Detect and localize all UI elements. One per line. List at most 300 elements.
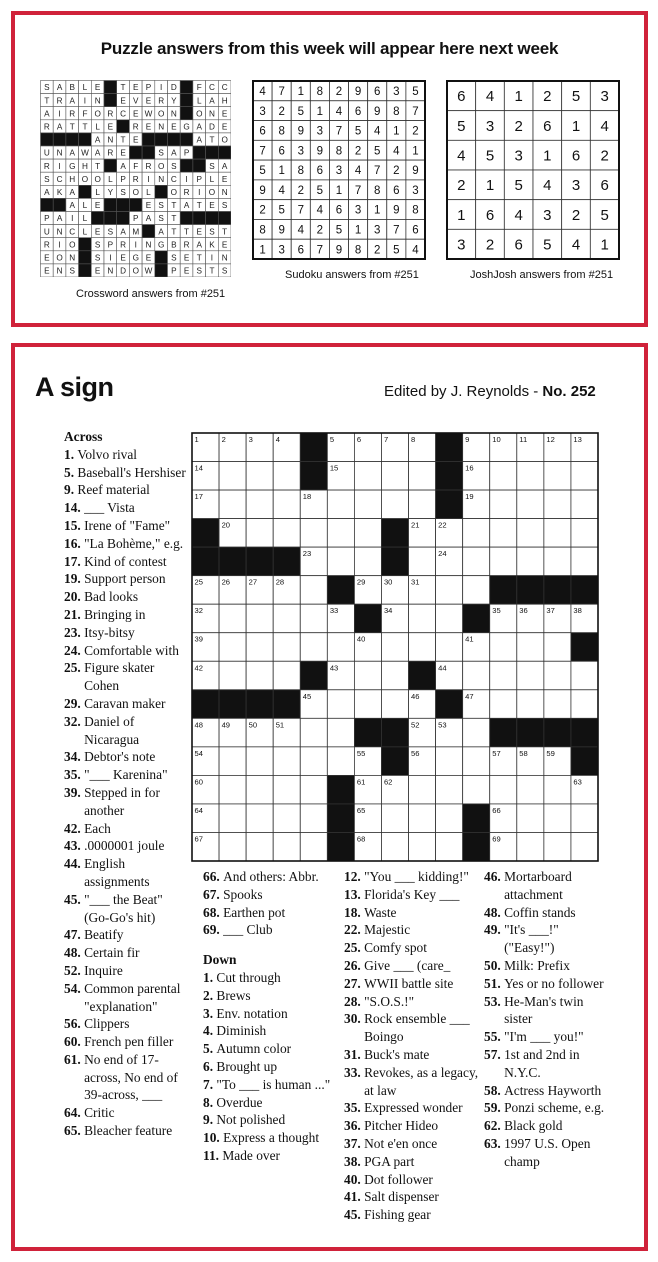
- crossword-cell[interactable]: [544, 490, 571, 519]
- clue-text: Each: [84, 820, 111, 836]
- clue-number: 32.: [64, 713, 85, 729]
- crossword-cell[interactable]: [327, 633, 354, 662]
- crossword-cell[interactable]: [246, 604, 273, 633]
- sudoku-answer-digit: 8: [297, 165, 304, 178]
- crossword-cell[interactable]: [544, 804, 571, 833]
- sudoku-answer-digit: 8: [412, 204, 419, 217]
- crossword-cell[interactable]: [517, 775, 544, 804]
- crossword-cell[interactable]: [273, 747, 300, 776]
- crossword-cell[interactable]: [463, 747, 490, 776]
- joshjosh-answer-digit: 5: [571, 88, 581, 106]
- clue-text: Critic: [84, 1105, 115, 1121]
- crossword-clue-number: 44: [438, 663, 447, 673]
- crossword-cell[interactable]: [409, 804, 436, 833]
- crossword-answer-letter: A: [120, 227, 126, 237]
- clue-text: ___ Club: [223, 922, 273, 938]
- crossword-cell[interactable]: [300, 718, 327, 747]
- crossword-cell[interactable]: [517, 462, 544, 491]
- clue-text: Made over: [222, 1147, 280, 1163]
- crossword-cell[interactable]: [409, 490, 436, 519]
- crossword-cell[interactable]: [490, 547, 517, 576]
- clue: [64, 926, 188, 944]
- crossword-cell[interactable]: [327, 519, 354, 548]
- crossword-cell[interactable]: [300, 804, 327, 833]
- clue: [64, 481, 188, 499]
- crossword-answer-letter: E: [107, 122, 114, 132]
- crossword-answer-cell: [129, 198, 142, 211]
- clue-text: Earthen pot: [223, 904, 286, 920]
- crossword-cell[interactable]: [517, 661, 544, 690]
- clue-number: 38.: [344, 1153, 365, 1169]
- crossword-cell[interactable]: [544, 633, 571, 662]
- clue-text: Overdue: [216, 1094, 263, 1110]
- crossword-answer-letter: A: [145, 214, 152, 224]
- crossword-clue-number: 23: [302, 549, 312, 559]
- clue-number: 54.: [64, 980, 85, 996]
- crossword-answer-letter: R: [43, 240, 50, 250]
- crossword-cell[interactable]: [381, 832, 408, 861]
- crossword-answer-letter: R: [132, 122, 139, 132]
- sudoku-answer-digit: 5: [259, 165, 266, 178]
- clue-number: 43.: [64, 838, 85, 854]
- crossword-answer-letter: T: [209, 135, 215, 145]
- clue: [64, 855, 188, 891]
- clue-text: Waste: [364, 904, 397, 920]
- clue: [203, 868, 331, 886]
- crossword-answer-letter: N: [158, 122, 165, 132]
- crossword-cell[interactable]: [463, 775, 490, 804]
- sudoku-answer-digit: 8: [316, 86, 324, 99]
- sudoku-answer-digit: 3: [412, 184, 419, 197]
- crossword-cell[interactable]: [354, 490, 381, 519]
- clue: [64, 1033, 188, 1051]
- crossword-cell[interactable]: [327, 490, 354, 519]
- crossword-cell[interactable]: [300, 519, 327, 548]
- crossword-clue-number: 21: [411, 520, 420, 530]
- crossword-answer-letter: Y: [107, 187, 114, 197]
- crossword-cell[interactable]: [273, 804, 300, 833]
- crossword-cell[interactable]: [246, 462, 273, 491]
- clue: [203, 904, 331, 922]
- crossword-cell[interactable]: [463, 661, 490, 690]
- crossword-black-square: [354, 718, 381, 747]
- crossword-cell[interactable]: [273, 775, 300, 804]
- crossword-answer-letter: E: [183, 253, 190, 263]
- clue-text: Bringing in: [84, 606, 146, 622]
- sudoku-answer-digit: 5: [316, 184, 324, 197]
- clue-text: Volvo rival: [77, 446, 138, 462]
- clue-text: "S.O.S.!": [364, 993, 415, 1009]
- crossword-clue-number: 63: [573, 777, 582, 787]
- sudoku-answer-digit: 5: [412, 86, 419, 99]
- crossword-answer-cell: [79, 133, 92, 146]
- crossword-cell[interactable]: [273, 604, 300, 633]
- crossword-cell[interactable]: [219, 804, 246, 833]
- crossword-cell[interactable]: [490, 661, 517, 690]
- clue-number: 8.: [203, 1094, 217, 1110]
- crossword-cell[interactable]: [219, 462, 246, 491]
- clue: [344, 1117, 486, 1135]
- crossword-cell[interactable]: [490, 519, 517, 548]
- crossword-cell[interactable]: [436, 747, 463, 776]
- clue-text: Ponzi scheme, e.g.: [504, 1100, 605, 1116]
- crossword-cell[interactable]: [327, 690, 354, 719]
- sudoku-answer-digit: 2: [374, 244, 381, 257]
- crossword-answer-letter: L: [95, 122, 100, 132]
- crossword-answer-letter: A: [94, 135, 101, 145]
- crossword-answer-letter: P: [171, 266, 177, 276]
- clue-number: 10.: [203, 1130, 224, 1146]
- crossword-cell[interactable]: [517, 832, 544, 861]
- crossword-answer-letter: E: [133, 109, 139, 119]
- crossword-answer-letter: R: [132, 174, 139, 184]
- clue: [484, 975, 608, 993]
- crossword-cell[interactable]: [219, 490, 246, 519]
- editor-line: [384, 383, 596, 400]
- crossword-answer-letter: A: [69, 201, 75, 211]
- crossword-answer-letter: D: [120, 266, 127, 276]
- joshjosh-answer-digit: 3: [600, 88, 609, 106]
- clue-number: 52.: [64, 962, 85, 978]
- clue-text: Reef material: [77, 482, 150, 498]
- crossword-answer-letter: R: [183, 240, 190, 250]
- clue-number: 48.: [484, 904, 505, 920]
- clue-number: 40.: [344, 1171, 365, 1187]
- crossword-cell[interactable]: [354, 519, 381, 548]
- crossword-cell[interactable]: [273, 661, 300, 690]
- clue: [344, 868, 486, 886]
- crossword-black-square: [300, 462, 327, 491]
- crossword-answer-letter: O: [56, 253, 63, 263]
- crossword-cell[interactable]: [571, 661, 598, 690]
- sudoku-answer-digit: 3: [335, 165, 343, 178]
- crossword-cell[interactable]: [219, 747, 246, 776]
- crossword-cell[interactable]: [381, 490, 408, 519]
- crossword-cell[interactable]: [409, 604, 436, 633]
- crossword-cell[interactable]: [436, 576, 463, 605]
- crossword-cell[interactable]: [327, 718, 354, 747]
- crossword-cell[interactable]: [544, 661, 571, 690]
- crossword-cell[interactable]: [436, 775, 463, 804]
- crossword-clue-number: 12: [546, 435, 555, 444]
- crossword-cell[interactable]: [436, 633, 463, 662]
- joshjosh-answer-digit: 2: [571, 206, 581, 224]
- crossword-cell[interactable]: [571, 804, 598, 833]
- crossword-cell[interactable]: [409, 547, 436, 576]
- crossword-answer-letter: I: [58, 240, 61, 250]
- sudoku-answer-digit: 3: [259, 105, 266, 118]
- crossword-cell[interactable]: [327, 747, 354, 776]
- crossword-cell[interactable]: [246, 804, 273, 833]
- clue-number: 59.: [484, 1100, 505, 1116]
- crossword-cell[interactable]: [490, 775, 517, 804]
- clue-number: 5.: [64, 464, 78, 480]
- sudoku-answers-grid: [252, 80, 426, 260]
- clue: [484, 1028, 608, 1046]
- sudoku-answer-digit: 1: [354, 224, 362, 237]
- clue-text: No end of 17-across, No end of 39-across, ___: [84, 1051, 178, 1103]
- clue-number: 9.: [64, 482, 78, 498]
- crossword-cell[interactable]: [273, 490, 300, 519]
- crossword-cell[interactable]: [246, 747, 273, 776]
- crossword-cell[interactable]: [300, 604, 327, 633]
- crossword-cell[interactable]: [544, 775, 571, 804]
- clue-number: 22.: [344, 922, 365, 938]
- crossword-answer-letter: K: [56, 187, 63, 197]
- crossword-cell[interactable]: [381, 804, 408, 833]
- puzzle-number: No. 252: [542, 383, 596, 400]
- crossword-cell[interactable]: [490, 633, 517, 662]
- crossword-answer-cell: [193, 159, 206, 172]
- sudoku-answer-digit: 2: [354, 145, 362, 158]
- crossword-cell[interactable]: [463, 718, 490, 747]
- clue-text: Common parental "explanation": [84, 980, 181, 1014]
- crossword-answer-letter: R: [43, 122, 50, 132]
- clue: [203, 1022, 331, 1040]
- sudoku-answer-digit: 1: [412, 145, 419, 158]
- crossword-answer-cell: [142, 146, 155, 159]
- clue: [64, 499, 188, 517]
- clues-column-4: [484, 868, 608, 1171]
- crossword-clue-number: 1: [194, 435, 199, 444]
- crossword-cell[interactable]: [490, 490, 517, 519]
- clue: [64, 1051, 188, 1104]
- clue: [64, 944, 188, 962]
- crossword-clue-number: 4: [275, 435, 280, 444]
- crossword-answer-letter: N: [221, 187, 228, 197]
- crossword-answer-letter: G: [157, 240, 165, 250]
- crossword-cell[interactable]: [219, 604, 246, 633]
- crossword-cell[interactable]: [246, 775, 273, 804]
- crossword-answer-letter: F: [133, 161, 139, 171]
- crossword-cell[interactable]: [571, 832, 598, 861]
- crossword-cell[interactable]: [463, 519, 490, 548]
- crossword-cell[interactable]: [571, 490, 598, 519]
- crossword-black-square: [571, 747, 598, 776]
- crossword-answer-cell: [104, 159, 117, 172]
- crossword-answer-letter: T: [44, 96, 50, 106]
- clue: [64, 713, 188, 749]
- crossword-cell[interactable]: [544, 462, 571, 491]
- crossword-clue-number: 27: [248, 577, 258, 587]
- crossword-cell[interactable]: [246, 633, 273, 662]
- crossword-cell[interactable]: [219, 775, 246, 804]
- crossword-cell[interactable]: [571, 462, 598, 491]
- crossword-cell[interactable]: [409, 462, 436, 491]
- crossword-answer-letter: O: [170, 187, 178, 197]
- crossword-answer-letter: P: [44, 214, 50, 224]
- crossword-cell[interactable]: [490, 690, 517, 719]
- crossword-cell[interactable]: [246, 832, 273, 861]
- crossword-answer-letter: P: [120, 174, 126, 184]
- crossword-answer-letter: O: [157, 109, 165, 119]
- crossword-cell[interactable]: [246, 519, 273, 548]
- sudoku-answer-digit: 6: [259, 125, 266, 138]
- crossword-cell[interactable]: [354, 690, 381, 719]
- crossword-cell[interactable]: [490, 462, 517, 491]
- crossword-answer-letter: T: [184, 227, 190, 237]
- crossword-answer-letter: C: [208, 83, 215, 93]
- crossword-black-square: [381, 718, 408, 747]
- crossword-answer-letter: O: [94, 109, 101, 119]
- across-header: Across: [64, 429, 103, 444]
- crossword-cell[interactable]: [571, 519, 598, 548]
- crossword-answer-letter: E: [145, 122, 152, 132]
- crossword-cell[interactable]: [544, 690, 571, 719]
- answers-title: Puzzle answers from this week will appear here next week: [100, 39, 559, 58]
- crossword-cell[interactable]: [463, 576, 490, 605]
- crossword-cell[interactable]: [571, 690, 598, 719]
- clue-number: 21.: [64, 606, 85, 622]
- clue: [64, 517, 188, 535]
- clue-text: Coffin stands: [504, 904, 576, 920]
- crossword-clue-number: 56: [411, 748, 420, 758]
- crossword-answer-letter: O: [132, 266, 139, 276]
- crossword-black-square: [436, 433, 463, 462]
- joshjosh-answers-caption: JoshJosh answers from #251: [470, 269, 614, 281]
- crossword-cell[interactable]: [517, 547, 544, 576]
- clue-number: 28.: [344, 993, 365, 1009]
- clue: [64, 535, 188, 553]
- crossword-cell[interactable]: [273, 633, 300, 662]
- crossword-cell[interactable]: [219, 661, 246, 690]
- crossword-cell[interactable]: [381, 661, 408, 690]
- clue-text: Comfortable with: [84, 642, 179, 658]
- clue: [64, 962, 188, 980]
- crossword-clue-number: 19: [465, 492, 474, 502]
- crossword-cell[interactable]: [436, 604, 463, 633]
- sudoku-answer-digit: 2: [412, 125, 419, 138]
- crossword-cell[interactable]: [273, 462, 300, 491]
- crossword-answer-cell: [155, 185, 168, 198]
- crossword-clue-number: 50: [248, 720, 258, 730]
- crossword-cell[interactable]: [300, 747, 327, 776]
- crossword-cell[interactable]: [300, 576, 327, 605]
- clue-text: Debtor's note: [84, 749, 156, 765]
- clue-number: 50.: [484, 957, 505, 973]
- clue-text: "___ the Beat" (Go-Go's hit): [84, 891, 163, 925]
- crossword-cell[interactable]: [409, 775, 436, 804]
- crossword-answer-letter: H: [81, 161, 88, 171]
- crossword-grid[interactable]: [191, 432, 599, 862]
- sudoku-answer-digit: 4: [259, 86, 266, 99]
- crossword-answer-letter: A: [69, 96, 75, 106]
- crossword-cell[interactable]: [300, 832, 327, 861]
- crossword-clue-number: 13: [573, 435, 582, 444]
- crossword-cell[interactable]: [436, 832, 463, 861]
- joshjosh-answer-digit: 1: [600, 236, 609, 254]
- clue-number: 68.: [203, 904, 224, 920]
- crossword-cell[interactable]: [517, 490, 544, 519]
- crossword-cell[interactable]: [219, 832, 246, 861]
- crossword-answer-letter: E: [44, 266, 50, 276]
- sudoku-answer-digit: 8: [374, 184, 381, 197]
- crossword-cell[interactable]: [381, 462, 408, 491]
- crossword-cell[interactable]: [409, 633, 436, 662]
- clue-number: 1.: [203, 969, 217, 985]
- crossword-cell[interactable]: [517, 690, 544, 719]
- crossword-answer-letter: A: [44, 187, 50, 197]
- clue-number: 47.: [64, 927, 85, 943]
- joshjosh-answers-grid: [446, 80, 620, 260]
- crossword-answer-letter: R: [43, 161, 50, 171]
- clue-text: Brought up: [216, 1058, 278, 1074]
- crossword-cell[interactable]: [409, 832, 436, 861]
- crossword-cell[interactable]: [517, 633, 544, 662]
- sudoku-answer-digit: 7: [335, 125, 343, 138]
- crossword-answer-letter: S: [94, 240, 101, 250]
- sudoku-answer-digit: 7: [412, 105, 419, 118]
- crossword-cell[interactable]: [300, 633, 327, 662]
- crossword-cell[interactable]: [571, 547, 598, 576]
- crossword-black-square: [544, 576, 571, 605]
- crossword-answer-letter: R: [56, 96, 63, 106]
- crossword-answer-letter: C: [120, 109, 127, 119]
- crossword-answer-letter: S: [69, 266, 75, 276]
- clue-text: Salt dispenser: [364, 1189, 439, 1205]
- crossword-answer-cell: [180, 107, 193, 120]
- clue-number: 25.: [64, 660, 85, 676]
- crossword-cell[interactable]: [273, 519, 300, 548]
- crossword-cell[interactable]: [219, 633, 246, 662]
- crossword-cell[interactable]: [544, 519, 571, 548]
- crossword-cell[interactable]: [354, 547, 381, 576]
- crossword-cell[interactable]: [354, 462, 381, 491]
- crossword-answer-letter: T: [120, 83, 126, 93]
- crossword-answer-letter: S: [209, 161, 215, 171]
- crossword-cell[interactable]: [300, 775, 327, 804]
- crossword-cell[interactable]: [354, 661, 381, 690]
- crossword-cell[interactable]: [436, 804, 463, 833]
- clue: [64, 695, 188, 713]
- crossword-clue-number: 67: [194, 834, 203, 844]
- crossword-black-square: [517, 576, 544, 605]
- crossword-answer-letter: N: [145, 240, 152, 250]
- clue: [203, 1058, 331, 1076]
- crossword-clue-number: 22: [438, 520, 447, 530]
- crossword-cell[interactable]: [381, 633, 408, 662]
- crossword-clue-number: 34: [383, 606, 393, 616]
- crossword-answer-cell: [53, 133, 66, 146]
- crossword-answer-cell: [155, 133, 168, 146]
- crossword-cell[interactable]: [544, 832, 571, 861]
- crossword-cell[interactable]: [544, 547, 571, 576]
- clue: [203, 1005, 331, 1023]
- crossword-clue-number: 62: [383, 777, 393, 787]
- crossword-answer-letter: P: [107, 240, 114, 250]
- clue: [64, 642, 188, 660]
- crossword-answer-letter: A: [120, 161, 126, 171]
- clue-number: 66.: [203, 869, 224, 884]
- sudoku-answer-digit: 7: [354, 184, 362, 197]
- crossword-answers-caption: Crossword answers from #251: [76, 288, 226, 300]
- clue: [64, 1122, 188, 1140]
- crossword-cell[interactable]: [246, 490, 273, 519]
- crossword-answer-letter: N: [56, 148, 63, 158]
- crossword-answer-letter: S: [221, 266, 228, 276]
- crossword-cell[interactable]: [327, 547, 354, 576]
- crossword-answer-letter: O: [94, 174, 101, 184]
- clue: [484, 993, 608, 1029]
- crossword-cell[interactable]: [246, 661, 273, 690]
- crossword-black-square: [354, 604, 381, 633]
- crossword-cell[interactable]: [381, 690, 408, 719]
- crossword-cell[interactable]: [517, 519, 544, 548]
- crossword-cell[interactable]: [273, 832, 300, 861]
- crossword-cell[interactable]: [463, 547, 490, 576]
- clue-text: Support person: [84, 571, 166, 587]
- crossword-cell[interactable]: [517, 804, 544, 833]
